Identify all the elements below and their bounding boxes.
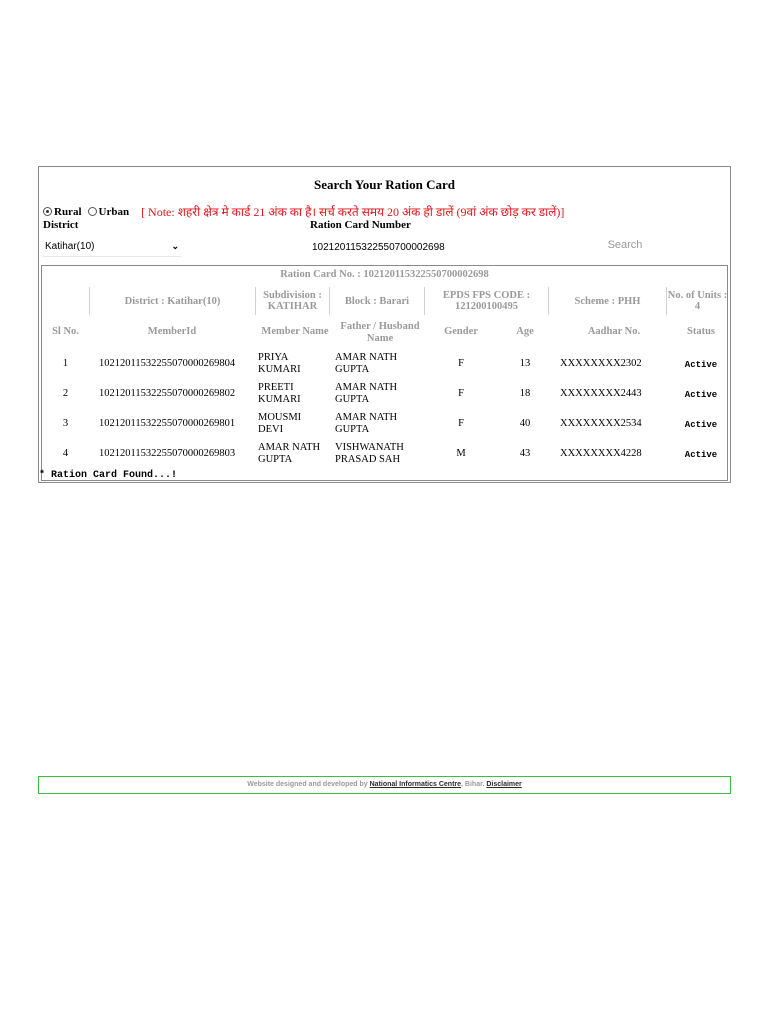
header-member-id: MemberId — [147, 326, 197, 337]
member-name-line1: PRIYA — [258, 352, 289, 363]
summary-epds-code: EPDS FPS CODE : 121200100495 — [424, 287, 548, 315]
father-name-line2: GUPTA — [335, 394, 370, 405]
search-button[interactable]: Search — [607, 239, 643, 251]
summary-units: No. of Units : 4 — [666, 287, 728, 315]
summary-blank-cell — [42, 287, 89, 315]
header-father-husband-name: Father / Husband Name — [340, 321, 420, 344]
father-name-line1: AMAR NATH — [335, 412, 398, 423]
member-name-line1: AMAR NATH — [258, 442, 321, 453]
sl-no: 1 — [62, 358, 69, 369]
header-age: Age — [516, 326, 534, 337]
status-badge: Active — [684, 420, 718, 430]
urban-label: Urban — [98, 205, 130, 218]
age: 18 — [519, 388, 531, 399]
header-aadhar-no: Aadhar No. — [587, 326, 641, 337]
member-id: 102120115322550700002698​03 — [99, 448, 236, 459]
father-name-line1: AMAR NATH — [335, 382, 398, 393]
summary-subdivision: Subdivision : KATIHAR — [255, 287, 329, 315]
header-sl-no: Sl No. — [52, 326, 79, 337]
father-name-line2: GUPTA — [335, 364, 370, 375]
ration-card-label: Ration Card Number — [310, 219, 411, 231]
disclaimer-link[interactable]: Disclaimer — [486, 781, 522, 788]
sl-no: 3 — [62, 418, 69, 429]
member-name-line2: KUMARI — [258, 364, 301, 375]
header-member-name: Member Name — [261, 326, 329, 337]
summary-block: Block : Barari — [329, 287, 424, 315]
ration-card-number-heading: Ration Card No. : 10212011532255070000269​8 — [280, 269, 489, 280]
member-id: 102120115322550700002698​02 — [99, 388, 236, 399]
ration-card-found-message: * Ration Card Found...! — [39, 470, 178, 481]
chevron-down-icon: ⌄ — [171, 241, 179, 251]
page-title: Search Your Ration Card — [314, 177, 455, 192]
district-label: District — [43, 219, 79, 231]
age: 40 — [519, 418, 531, 429]
member-id: 102120115322550700002698​01 — [99, 418, 236, 429]
member-name-line2: GUPTA — [258, 454, 293, 465]
footer-middle: , Bihar. — [461, 781, 487, 788]
footer — [38, 776, 731, 794]
search-panel — [38, 166, 731, 483]
note-text: [ Note: शहरी क्षेत्र मे कार्ड 21 अंक का है। सर्च करते समय 20 अंक ही डालें (9वां अंक छोड़ कर डालें)] — [141, 205, 565, 219]
header-status: Status — [686, 326, 715, 337]
status-badge: Active — [684, 390, 718, 400]
status-badge: Active — [684, 360, 718, 370]
summary-scheme: Scheme : PHH — [548, 287, 666, 315]
gender: M — [456, 448, 466, 459]
result-table — [41, 265, 728, 481]
urban-radio[interactable] — [88, 207, 97, 216]
status-badge: Active — [684, 450, 718, 460]
age: 43 — [519, 448, 531, 459]
age: 13 — [519, 358, 531, 369]
sl-no: 2 — [62, 388, 69, 399]
father-name-line1: AMAR NATH — [335, 352, 398, 363]
member-name-line2: KUMARI — [258, 394, 301, 405]
member-name-line2: DEVI — [258, 424, 284, 435]
aadhar-no: XXXXXXXX4228 — [560, 448, 642, 459]
district-select[interactable] — [43, 237, 181, 257]
father-name-line2: PRASAD SAH — [335, 454, 401, 465]
member-id: 102120115322550700002698​04 — [99, 358, 236, 369]
nic-link[interactable]: National Informatics Centre — [369, 781, 462, 788]
rural-radio[interactable] — [43, 207, 52, 216]
gender: F — [458, 358, 464, 369]
summary-district: District : Katihar(10) — [89, 287, 255, 315]
area-type-row — [43, 203, 564, 220]
gender: F — [458, 418, 464, 429]
sl-no: 4 — [62, 448, 69, 459]
rural-label: Rural — [54, 205, 82, 218]
gender: F — [458, 388, 464, 399]
aadhar-no: XXXXXXXX2443 — [560, 388, 642, 399]
footer-prefix: Website designed and developed by — [247, 781, 370, 788]
ration-card-input[interactable] — [309, 239, 495, 255]
member-name-line1: PREETI — [258, 382, 294, 393]
father-name-line1: VISHWANATH — [335, 442, 404, 453]
aadhar-no: XXXXXXXX2302 — [560, 358, 642, 369]
father-name-line2: GUPTA — [335, 424, 370, 435]
member-name-line1: MOUSMI — [258, 412, 302, 423]
district-selected-value: Katihar(10) — [45, 241, 95, 252]
header-gender: Gender — [444, 326, 478, 337]
aadhar-no: XXXXXXXX2534 — [560, 418, 642, 429]
